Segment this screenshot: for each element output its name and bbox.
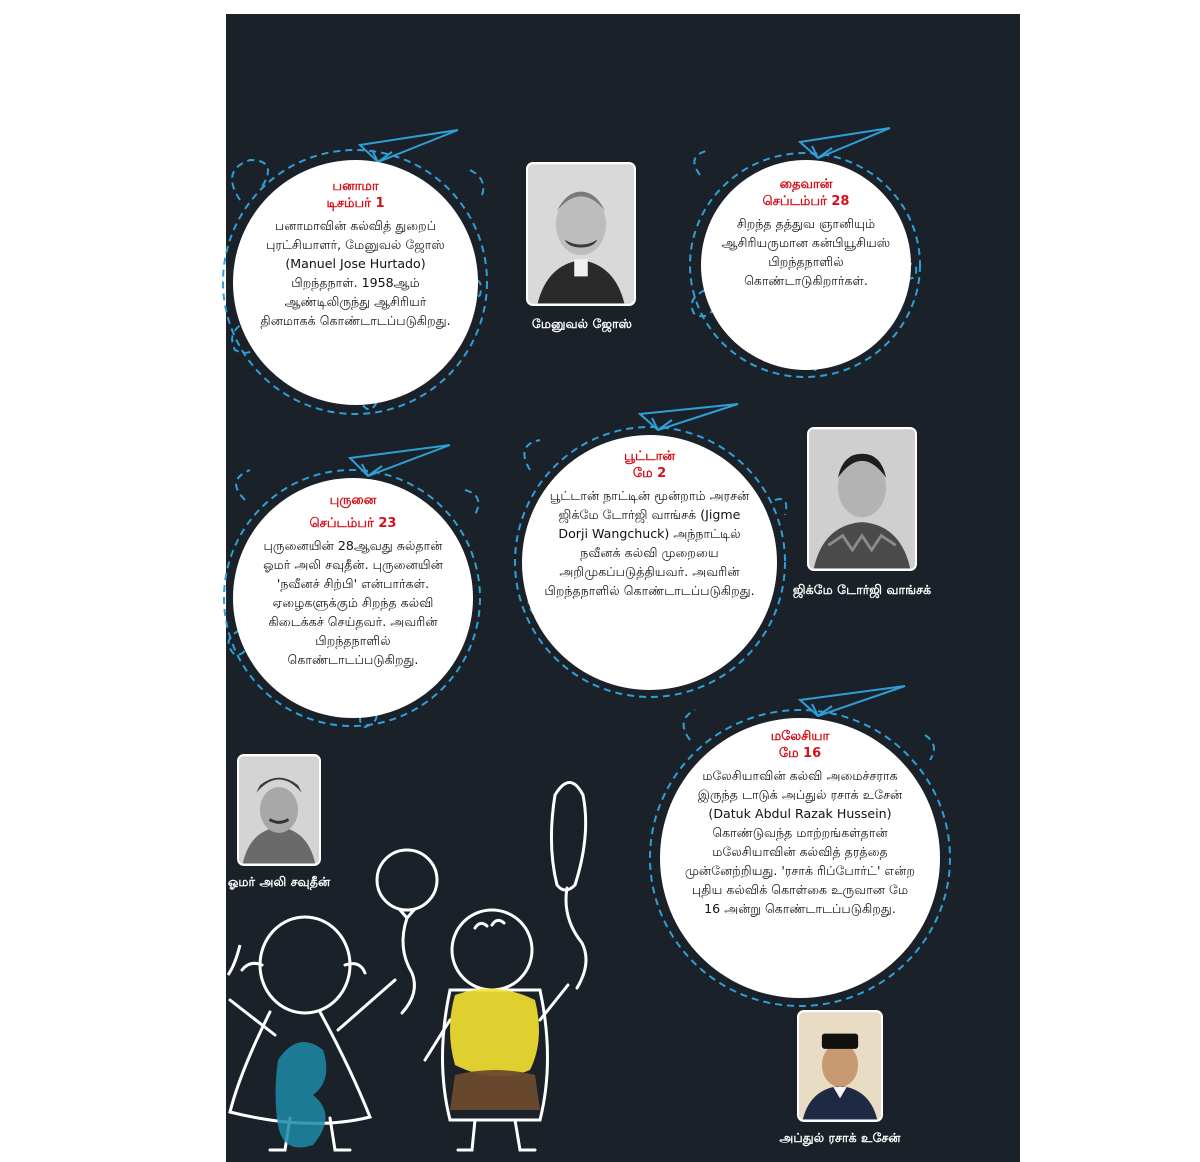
portrait-omar-ali bbox=[237, 754, 321, 866]
date-title: மே 16 bbox=[778, 746, 822, 761]
panel-text: பனாமாவின் கல்வித் துறைப் புரட்சியாளர், மேனுவல் ஜோஸ் (Manuel Jose Hurtado) பிறந்தநாள். 1958ஆம் ஆண்டிலிருந்து ஆசிரியர் தினமாகக் கொண்டாடப்படுகிறது. bbox=[260, 218, 451, 328]
caption-abdul-razak: அப்துல் ரசாக் உசேன் bbox=[779, 1130, 901, 1145]
panel-malaysia bbox=[660, 718, 940, 998]
caption-manuel-jose: மேனுவல் ஜோஸ் bbox=[531, 316, 633, 331]
panel-bhutan bbox=[522, 435, 777, 690]
panel-taiwan bbox=[701, 160, 911, 370]
country-title: புருனை bbox=[329, 493, 377, 508]
panel-text: மலேசியாவின் கல்வி அமைச்சராக இருந்த டாடுக் அப்துல் ரசாக் உசேன் (Datuk Abdul Razak Hussein) கொண்டுவந்த மாற்றங்கள்தான் மலேசியாவின் கல்வித் தரத்தை முன்னேற்றியது. 'ரசாக் ரிப்போர்ட்' என்ற புதிய கல்விக் கொள்கை உருவான மே 16 அன்று கொண்டாடப்படுகிறது. bbox=[684, 768, 916, 916]
country-title: மலேசியா bbox=[770, 729, 830, 744]
date-title: செப்டம்பர் 28 bbox=[762, 194, 850, 209]
country-title: பனாமா bbox=[332, 179, 379, 194]
right-border bbox=[1018, 14, 1020, 1162]
caption-omar-ali: ஓமர் அலி சவுதீன் bbox=[227, 874, 331, 889]
country-title: தைவான் bbox=[779, 177, 833, 192]
date-title: செப்டம்பர் 23 bbox=[309, 516, 397, 531]
panel-panama bbox=[233, 160, 478, 405]
portrait-jigme-dorji bbox=[807, 427, 917, 571]
date-title: மே 2 bbox=[632, 466, 667, 481]
portrait-manuel-jose bbox=[526, 162, 636, 306]
panel-text: சிறந்த தத்துவ ஞானியும் ஆசிரியருமான கன்பியூசியஸ் பிறந்தநாளில் கொண்டாடுகிறார்கள். bbox=[721, 216, 891, 288]
date-title: டிசம்பர் 1 bbox=[326, 196, 385, 211]
panel-brunei bbox=[233, 478, 473, 718]
panel-text: பூட்டான் நாட்டின் மூன்றாம் அரசன் ஜிக்மே டோர்ஜி வாங்சக் (Jigme Dorji Wangchuck) அந்நாட்டில் நவீனக் கல்வி முறையை அறிமுகப்படுத்தியவர். அவரின் பிறந்தநாளில் கொண்டாடப்படுகிறது. bbox=[544, 488, 755, 598]
portrait-abdul-razak bbox=[797, 1010, 883, 1122]
top-border bbox=[226, 14, 1020, 16]
country-title: பூட்டான் bbox=[623, 449, 676, 464]
panel-text: புருனையின் 28ஆவது சுல்தான் ஓமர் அலி சவுதீன். புருனையின் 'நவீனச் சிற்பி' என்பார்கள். ஏழைகளுக்கும் சிறந்த கல்வி கிடைக்கச் செய்தவர். அவரின் பிறந்தநாளில் கொண்டாடப்படுகிறது. bbox=[263, 538, 443, 667]
caption-jigme-dorji: ஜிக்மே டோர்ஜி வாங்சக் bbox=[792, 582, 932, 597]
